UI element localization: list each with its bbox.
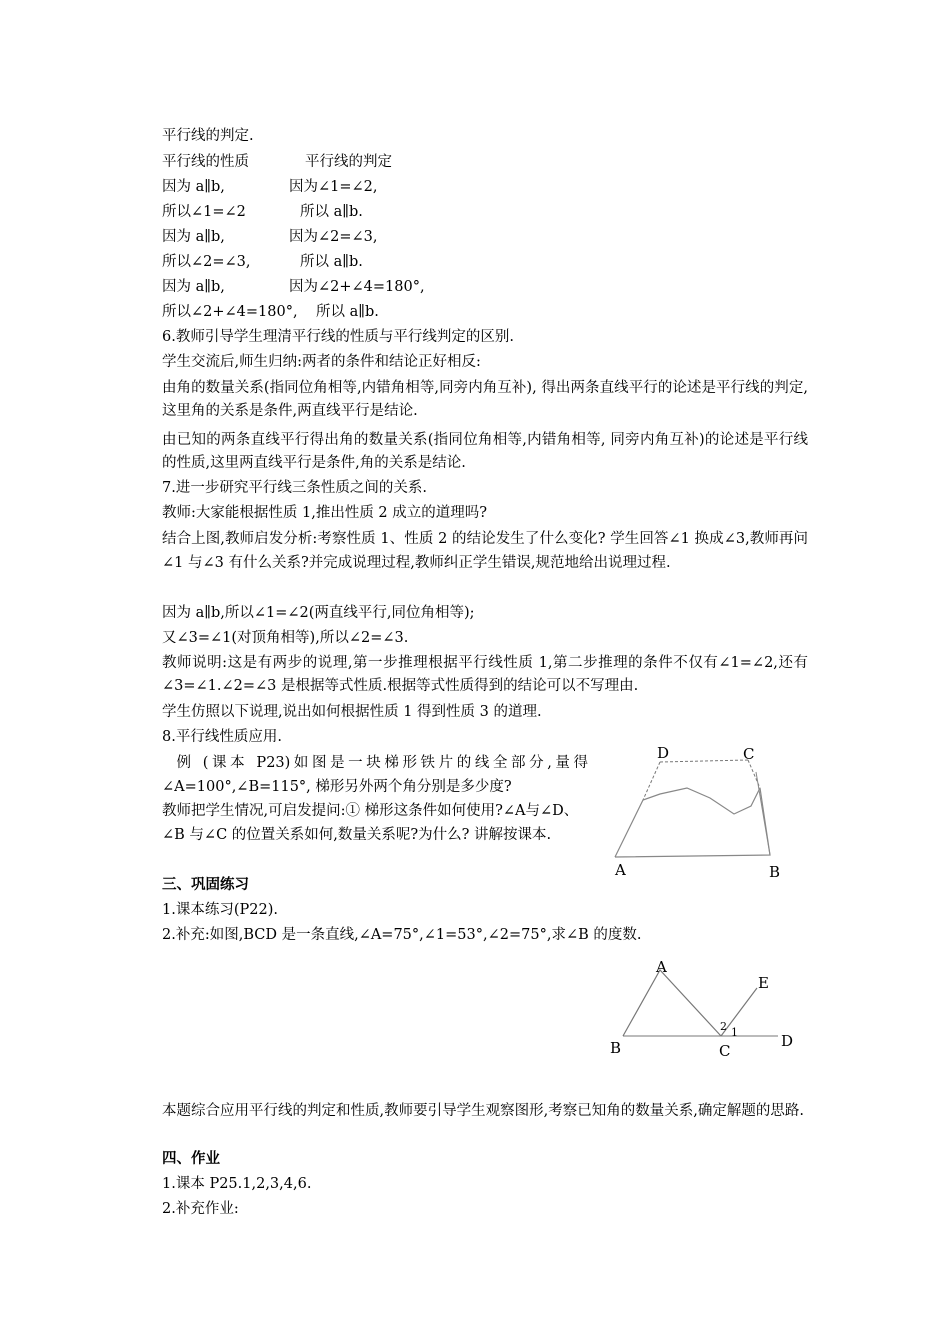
text-line: 又∠3=∠1(对顶角相等),所以∠2=∠3. — [162, 630, 409, 646]
label-a: A — [656, 958, 667, 976]
text-line: 教师:大家能根据性质 1,推出性质 2 成立的道理吗? — [162, 505, 488, 521]
paragraph: 由角的数量关系(指同位角相等,内错角相等,同旁内角互补), 得出两条直线平行的论述是平行线的判定,这里角的关系是条件,两直线平行是结论. — [162, 380, 808, 419]
text-line: 学生仿照以下说理,说出如何根据性质 1 得到性质 3 的道理. — [162, 704, 542, 720]
label-d: D — [781, 1032, 794, 1050]
edge-bc — [756, 772, 770, 855]
label-a: A — [615, 861, 626, 879]
text-line: 1.课本练习(P22). — [162, 902, 278, 918]
broken-edge — [615, 788, 760, 857]
column-right: 所以 a∥b. — [300, 204, 363, 220]
text-line — [162, 202, 363, 222]
column-right: 所以 a∥b. — [316, 304, 379, 320]
text-line — [162, 302, 379, 322]
column-left: 所以∠1=∠2 — [162, 204, 246, 220]
column-left: 所以∠2+∠4=180°, — [162, 304, 298, 320]
paragraph: 由已知的两条直线平行得出角的数量关系(指同位角相等,内错角相等, 同旁内角互补)的论述是平行线的性质,这里两直线平行是条件,角的关系是结论. — [162, 432, 808, 471]
text-line: 2.补充作业: — [162, 1201, 239, 1217]
paragraph: 教师说明:这是有两步的说理,第一步推理根据平行线性质 1,第二步推理的条件不仅有∠1=∠2,还有∠3=∠1.∠2=∠3 是根据等式性质.根据等式性质得到的结论可以不写理由. — [162, 655, 808, 694]
text-line: 8.平行线性质应用. — [162, 729, 282, 745]
text-line — [162, 252, 363, 272]
text-line: 1.课本 P25.1,2,3,4,6. — [162, 1176, 312, 1192]
text-line — [162, 177, 378, 197]
column-left: 因为 a∥b, — [162, 179, 225, 195]
text-line: 2.补充:如图,BCD 是一条直线,∠A=75°,∠1=53°,∠2=75°,求∠B 的度数. — [162, 927, 642, 943]
triangle-figure — [600, 952, 810, 1062]
column-left: 因为 a∥b, — [162, 229, 225, 245]
column-left: 因为 a∥b, — [162, 279, 225, 295]
text-line: 6.教师引导学生理清平行线的性质与平行线判定的区别. — [162, 329, 514, 345]
trapezoid-base — [615, 788, 770, 857]
label-angle-2: 2 — [720, 1020, 727, 1033]
paragraph: 结合上图,教师启发分析:考察性质 1、性质 2 的结论发生了什么变化? 学生回答∠1 换成∠3,教师再问∠1 与∠3 有什么关系?并完成说理过程,教师纠正学生错误,规范地给出说理过程. — [162, 531, 808, 571]
column-left: 平行线的性质 — [162, 154, 249, 170]
text-line — [162, 152, 392, 172]
paragraph: 本题综合应用平行线的判定和性质,教师要引导学生观察图形,考察已知角的数量关系,确定解题的思路. — [162, 1103, 804, 1119]
column-right: 因为∠1=∠2, — [289, 179, 378, 195]
column-right: 因为∠2=∠3, — [289, 229, 378, 245]
label-b: B — [769, 863, 781, 881]
text-line — [162, 277, 425, 297]
section-heading: 三、巩固练习 — [162, 876, 249, 893]
label-e: E — [758, 974, 769, 992]
column-right: 平行线的判定 — [305, 154, 392, 170]
section-heading: 四、作业 — [162, 1150, 220, 1167]
paragraph: 例 (课本 P23)如图是一块梯形铁片的线全部分,量得∠A=100°,∠B=115°, 梯形另外两个角分别是多少度? — [162, 755, 588, 795]
text-line: 7.进一步研究平行线三条性质之间的关系. — [162, 480, 427, 496]
column-right: 所以 a∥b. — [300, 254, 363, 270]
text-line: 因为 a∥b,所以∠1=∠2(两直线平行,同位角相等); — [162, 605, 475, 621]
triangle-abc — [623, 970, 721, 1036]
dashed-edge-dc — [660, 760, 748, 762]
text-line: 学生交流后,师生归纳:两者的条件和结论正好相反: — [162, 354, 481, 370]
label-d: D — [657, 744, 670, 762]
column-right: 因为∠2+∠4=180°, — [289, 279, 425, 295]
text-line: 平行线的判定. — [162, 128, 254, 144]
paragraph: 教师把学生情况,可启发提问:① 梯形这条件如何使用?∠A与∠D、∠B 与∠C 的位置关系如何,数量关系呢?为什么? 讲解按课本. — [162, 803, 579, 843]
label-c: C — [743, 745, 755, 763]
label-angle-1: 1 — [731, 1026, 738, 1039]
text-line — [162, 227, 378, 247]
trapezoid-figure — [610, 742, 790, 882]
label-c: C — [719, 1042, 731, 1060]
label-b: B — [610, 1039, 622, 1057]
column-left: 所以∠2=∠3, — [162, 254, 251, 270]
